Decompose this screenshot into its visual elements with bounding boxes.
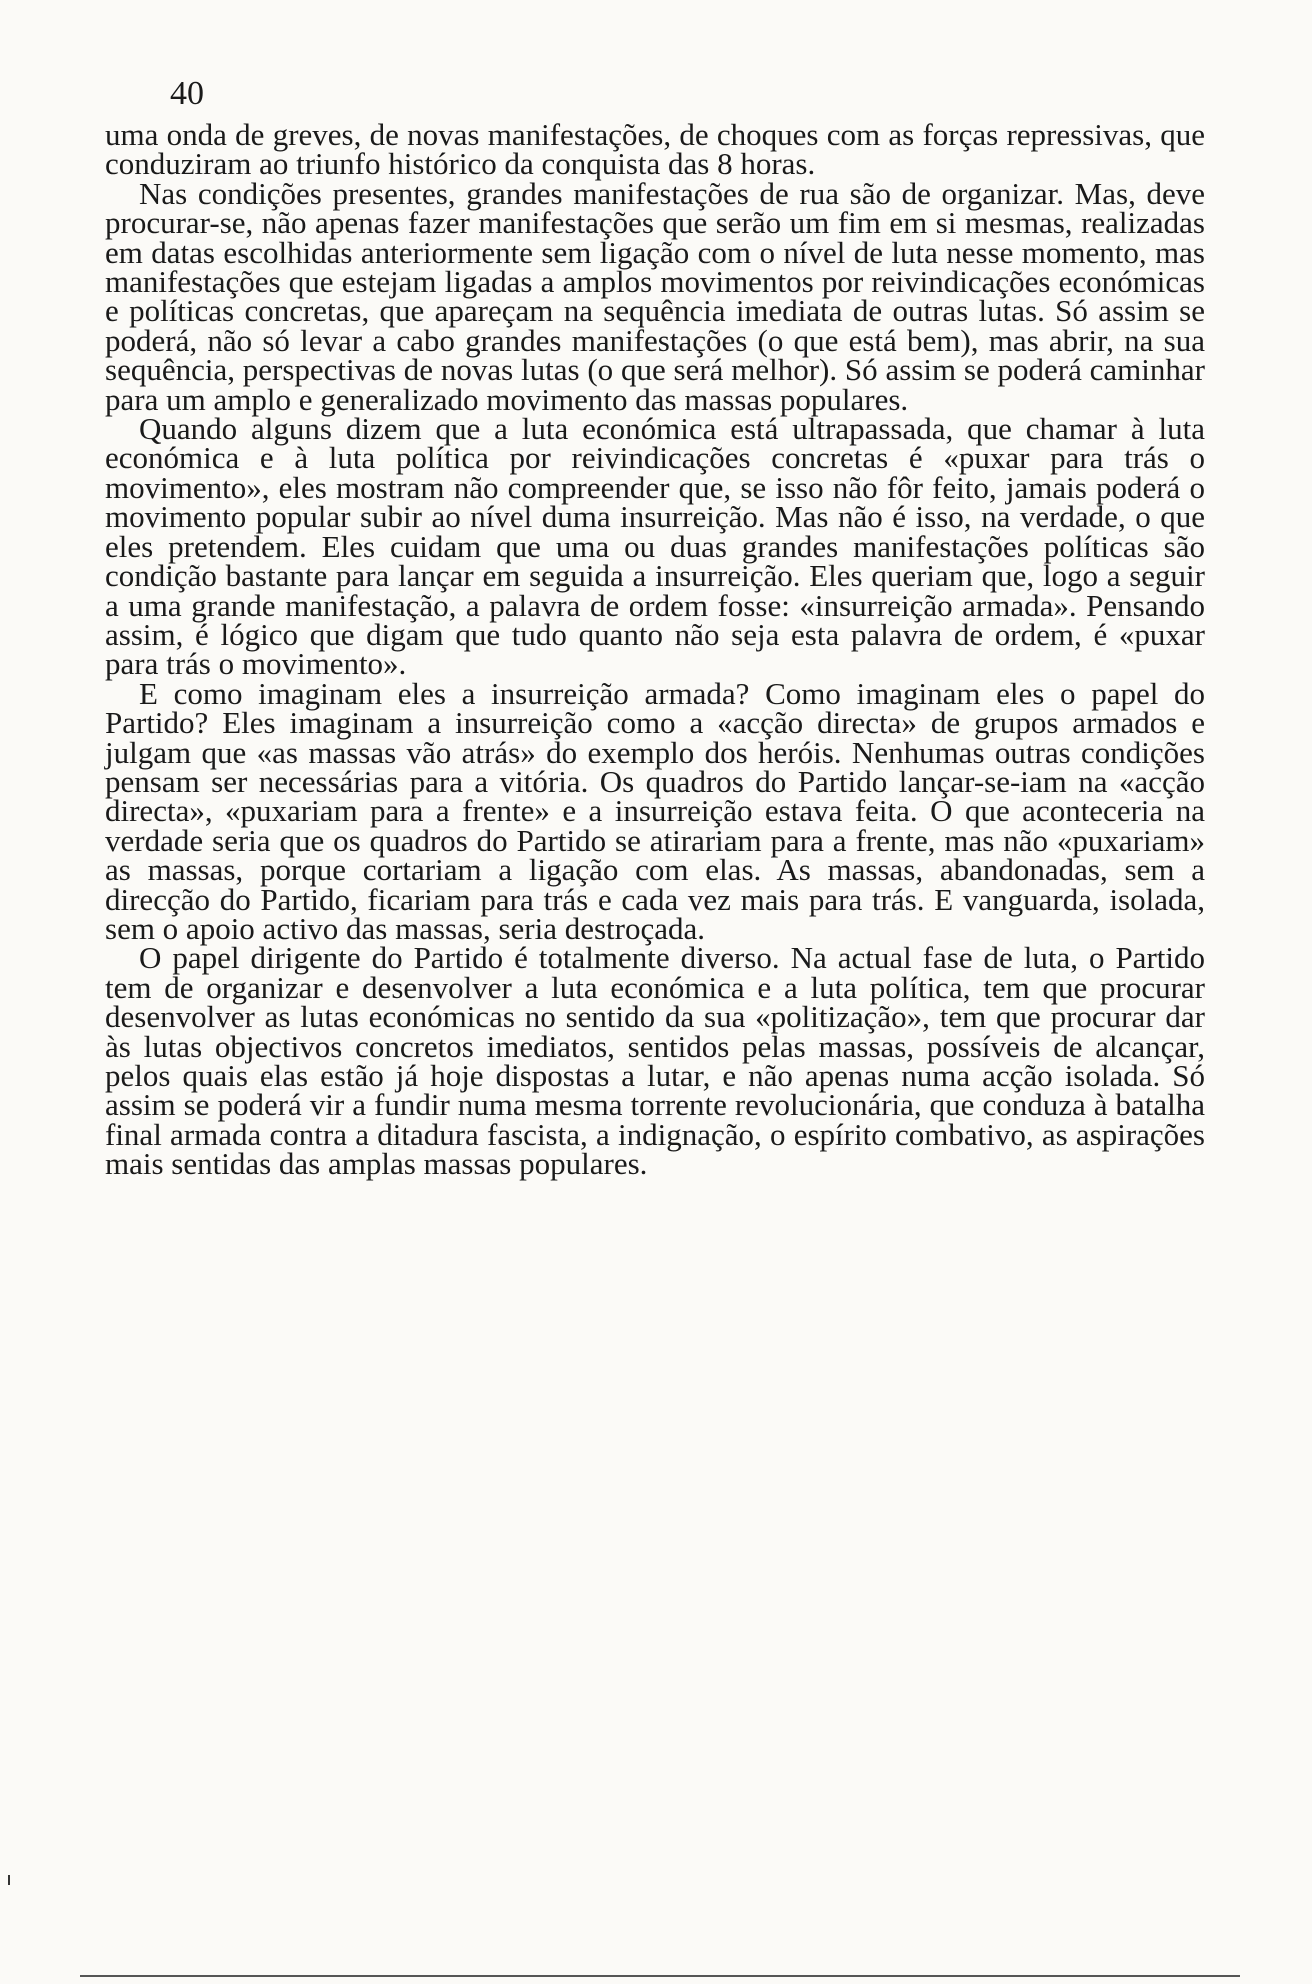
paragraph-4: E como imaginam eles a insurreição armada? Como imaginam eles o papel do Partido? Eles imaginam a insurreição como a «acção directa» de grupos armados e julgam que «as massas vão atrás» do exemplo dos heróis. Nenhumas outras condições pensam ser necessárias para a vitória. Os quadros do Partido lançar-se-iam na «acção directa», «puxariam para a frente» e a insurreição estava feita. O que aconteceria na verdade seria que os quadros do Partido se atirariam para a frente, mas não «puxariam» as massas, porque cortariam a ligação com elas. As massas, abandonadas, sem a direcção do Partido, ficariam para trás e cada vez mais para trás. E vanguarda, isolada, sem o apoio activo das massas, seria destroçada. — [105, 675, 1205, 946]
paragraph-2: Nas condições presentes, grandes manifestações de rua são de organizar. Mas, deve procurar-se, não apenas fazer manifestações que serão um fim em si mesmas, realizadas em datas escolhidas anteriormente sem ligação com o nível de luta nesse momento, mas manifestações que estejam ligadas a amplos movimentos por reivindicações económicas e políticas concretas, que apareçam na sequência imediata de outras lutas. Só assim se poderá, não só levar a cabo grandes manifestações (o que está bem), mas abrir, na sua sequência, perspectivas de novas lutas (o que será melhor). Só assim se poderá caminhar para um amplo e generalizado movimento das massas populares. — [105, 175, 1205, 417]
paragraph-1: uma onda de greves, de novas manifestações, de choques com as forças repressivas, que conduziram ao triunfo histórico da conquista das 8 horas. — [105, 117, 1205, 182]
page-body — [105, 117, 1205, 1182]
paragraph-5: O papel dirigente do Partido é totalmente diverso. Na actual fase de luta, o Partido tem de organizar e desenvolver a luta económica e a luta política, tem que procurar desenvolver as lutas económicas no sentido da sua «politização», tem que procurar dar às lutas objectivos concretos imediatos, sentidos pelas massas, possíveis de alcançar, pelos quais elas estão já hoje dispostas a lutar, e não apenas numa acção isolada. Só assim se poderá vir a fundir numa mesma torrente revolucionária, que conduza à batalha final armada contra a ditadura fascista, a indignação, o espírito combativo, as aspirações mais sentidas das amplas massas populares. — [105, 940, 1205, 1182]
page-number: 40 — [170, 75, 204, 112]
paragraph-3: Quando alguns dizem que a luta económica está ultrapassada, que chamar à luta económica e à luta política por reivindicações concretas é «puxar para trás o movimento», eles mostram não compreender que, se isso não fôr feito, jamais poderá o movimento popular subir ao nível duma insurreição. Mas não é isso, na verdade, o que eles pretendem. Eles cuidam que uma ou duas grandes manifestações políticas são condição bastante para lançar em seguida a insurreição. Eles queriam que, logo a seguir a uma grande manifestação, a palavra de ordem fosse: «insurreição armada». Pensando assim, é lógico que digam que tudo quanto não seja esta palavra de ordem, é «puxar para trás o movimento». — [105, 411, 1205, 682]
margin-mark — [8, 1875, 10, 1885]
footer-rule — [80, 1975, 1240, 1977]
